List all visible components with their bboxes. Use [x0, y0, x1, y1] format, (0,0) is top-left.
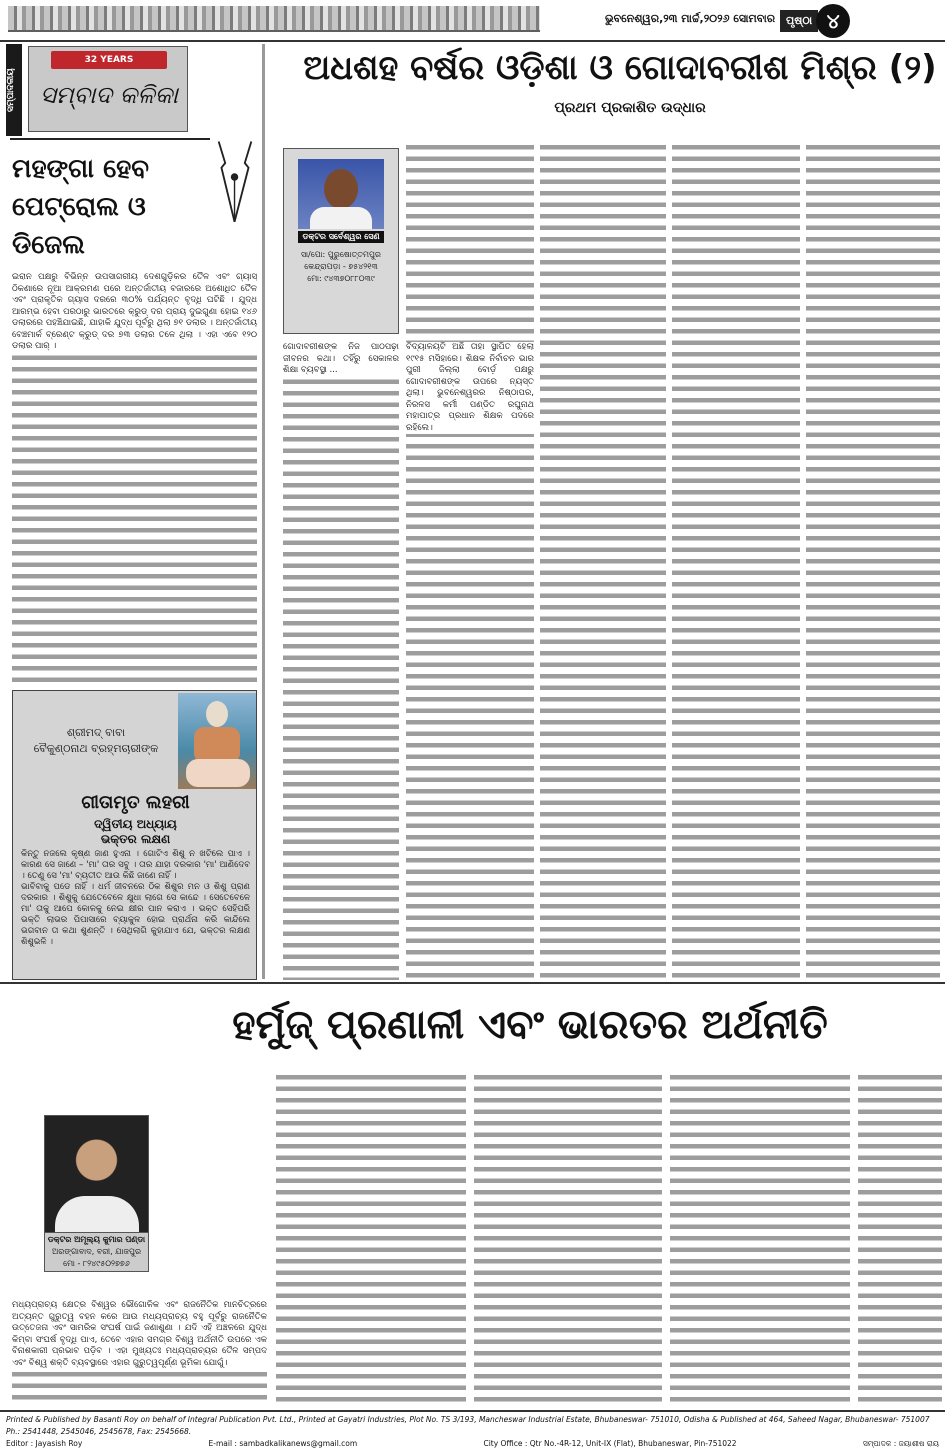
chapter-title: ଦ୍ୱିତୀୟ ଅଧ୍ୟାୟ [94, 817, 177, 831]
second-article-column-5 [858, 1072, 942, 1406]
gita-title: ଗୀତାମୃତ ଲହରୀ [81, 792, 190, 813]
author-address2: କେନ୍ଦ୍ରାପଡ଼ା - ୭୫୪୨୧୩ [304, 262, 378, 271]
author-phone: ମୋ: ୯୪୩୭୦୮୮୦୩୯ [307, 274, 375, 283]
author2-photo [44, 1115, 149, 1233]
page-indicator [780, 4, 850, 38]
main-headline: ଅଧଶହ ବର୍ଷର ଓଡ଼ିଶା ଓ ଗୋଦାବରୀଶ ମିଶ୍ର (୨) [303, 48, 937, 88]
author-line1: ଶ୍ରୀମଦ୍ ବାବା [66, 726, 126, 739]
author-address1: ସା/ପୋ: ପୁରୁଷୋତ୍ତମପୁର [300, 250, 381, 259]
gita-lead: କିନ୍ତୁ ନଜଲେ କୃଷ୍ଣ ଜାଣ ହୁଏନା । ଗୋଟିଏ ଶିଶୁ ନ ଖଟିଲେ ପାଏ । କାରଣ ସେ ଜାଣେ – 'ମା' ତାର ସବୁ । ତାର ଯାହା ଦରକାର 'ମା' ଆଣିଦେବ । ତେଣୁ ସେ 'ମା' ବ୍ୟତୀତ ଆଉ କିଛି ଜାଣେ ନାହିଁ । [21, 849, 250, 881]
saint-photo [178, 693, 256, 789]
second-article-column-4 [670, 1072, 850, 1406]
second-article-column-1 [12, 1300, 267, 1406]
decorative-flower-border [8, 6, 540, 32]
article-fragment: ବିଦ୍ୟାଳୟଟି ଅଛି ତାହା ସ୍ଥାପିତ ହେଲା ୧୯୧୫ ମସିହାରେ। ଶିକ୍ଷକ ନିର୍ବାଚନ ଭାର ପୁରୀ ଜିଲ୍ଲା ବୋର୍ଡ଼ ପକ୍ଷରୁ ଗୋଦାବରୀଶଙ୍କ ଉପରେ ନ୍ୟସ୍ତ ଥିଲା। ଭୁବନେଶ୍ୱରର ନିଷ୍ଠାପର, ନିରଳସ କର୍ମୀ ପଣ୍ଡିତ ରଘୁନାଥ ମହାପାତ୍ର ପ୍ରଧାନ ଶିକ୍ଷକ ପଦରେ ରହିଲେ। [406, 342, 534, 433]
article-column-4 [672, 142, 800, 980]
anniversary-ribbon: 32 YEARS [51, 51, 167, 69]
main-subheadline: ପ୍ରଥମ ପ୍ରକାଶିତ ଉଦ୍ଧାର [554, 100, 706, 116]
editor-credit: Editor : Jayasish Roy [6, 1439, 83, 1448]
page-number: ୪ [816, 4, 850, 38]
footer-imprint [0, 1410, 945, 1450]
section-rule [0, 982, 945, 984]
editorial-column [12, 150, 257, 684]
logo-name: ସମ୍ବାଦ କଳିକା [40, 81, 178, 109]
second-headline: ହର୍ମୁଜ୍ ପ୍ରଣାଳୀ ଏବଂ ଭାରତର ଅର୍ଥନୀତି [232, 1002, 828, 1048]
section-label: ସମ୍ପାଦକୀୟ [6, 44, 22, 136]
author-photo [298, 159, 384, 229]
author2-phone: ମୋ - ୮୨୪୯୫୦୨୭୭୬ [63, 1259, 130, 1268]
author-name: ଡକ୍ଟର ସର୍ବେଶ୍ୱର ସେଣ [298, 231, 384, 243]
editorial-headline: ମହଙ୍ଗା ହେବ ପେଟ୍ରୋଲ ଓ ଡିଜେଲ [12, 154, 149, 260]
header-rule [0, 40, 945, 42]
odia-editor-credit: ସମ୍ପାଦକ : ଜୟାଶୀଷ ରାୟ [862, 1439, 939, 1448]
page-label: ପୃଷ୍ଠା [780, 10, 818, 32]
article-column-2 [406, 142, 534, 980]
footer-email[interactable]: E-mail : sambadkalikanews@gmail.com [208, 1439, 358, 1448]
second-article-column-3 [474, 1072, 662, 1406]
author-line2: ବୈକୁଣ୍ଠନାଥ ବ୍ରହ୍ମଚାରୀଙ୍କ [33, 742, 159, 755]
column-divider [262, 44, 265, 979]
article-column-3 [540, 142, 666, 980]
editorial-lead: ଇରାନ ପକ୍ଷରୁ ବିଭିନ୍ନ ଉପସାଗରୀୟ ଦେଶଗୁଡ଼ିକର ତୈଳ ଏବଂ ଗ୍ୟାସ୍ ଠିକଣାରେ ନୂଆ ଆକ୍ରମଣ ପରେ ଅନ୍ତର୍ଜାତୀୟ ବଜାରରେ ଅଶୋଧିତ ତୈଳ ଏବଂ ପ୍ରାକୃତିକ ଗ୍ୟାସ ଦରରେ ୩୦% ପର୍ଯ୍ୟନ୍ତ ବୃଦ୍ଧି ଘଟିଛି । ଯୁଦ୍ଧ ଆରମ୍ଭ ହେବା ପରଠାରୁ ଭାରତରେ କ୍ରୁଡ୍ ଦର ପ୍ରାୟ ଦୁଇଗୁଣା ହୋଇ ୧୪୬ ଡଲାରରେ ପହଞ୍ଚିଯାଇଛି, ଯାହାକି ଯୁଦ୍ଧ ପୂର୍ବରୁ ଥିଲା ୭୧ ଡଲାର । ଅନ୍ତର୍ଜାତୀୟ ବେଞ୍ଚମାର୍କ ବ୍ରେଣ୍ଟ କ୍ରୁଡ୍ ଦର ୭୩ ଡଲାର ତଳେ ଥିଲା । ଏହା ଏବେ ୧୨୦ ଡଲାର ପାର୍ । [12, 272, 257, 351]
divider [10, 138, 210, 140]
imprint-line: Printed & Published by Basanti Roy on behalf of Integral Publication Pvt. Ltd., Printed at Gayatri Industries, Plot No. TS 3/193, Mancheswar Industrial Estate, Bhubaneswar- 751010, Odisha & Published at 464, Saheed Nagar, Bhubaneswar- 751007 Ph.: 2541448, 2545046, 2545678, Fax: 2545668. [6, 1415, 930, 1436]
article-lead: ଗୋଦାବରୀଶଙ୍କ ନିଜ ପାଠପଢ଼ା ଜୀବନର କଥା। ତହିଁରୁ ସେକାଳର ଶିକ୍ଷା ବ୍ୟବସ୍ଥା ... [283, 342, 399, 375]
author-box [283, 148, 399, 334]
city-office: City Office : Qtr No.-4R-12, Unit-IX (Flat), Bhubaneswar, Pin-751022 [483, 1439, 737, 1448]
second-article-column-2 [276, 1072, 466, 1406]
gita-box [12, 690, 257, 980]
article-column-5 [806, 142, 940, 980]
gita-body [21, 849, 250, 948]
gita-closing: ଭାବିବାକୁ ପଡେ ନାହିଁ । ଧର୍ମ ଜୀବନରେ ଠିକ ଶିଶୁର ମନ ଓ ଶିଶୁ ପ୍ରାଣ ଦରକାର । ଶିଶୁକୁ ଯେତେବେଳେ କ୍ଷୁଧା ଲାଗେ ସେ କାନ୍ଦେ । ସେତେବେଳେ ମା' ତାକୁ ଆପେ କୋଳକୁ ନେଇ କ୍ଷୀର ପାନ କରାଏ । ଭକ୍ତ ସେହିପରି ଭକ୍ତି ଲାଭର ପିପାସାରେ ବ୍ୟାକୁଳ ହୋଇ ପ୍ରାର୍ଥନା କରି କାନ୍ଦିଲେ ଭଗବାନ ତା କଥା ଶୁଣନ୍ତି । ସେଥିଲାଗି କୁହାଯାଏ ଯେ, ଭକ୍ତର ଲକ୍ଷଣ ଶିଶୁଭଳି । [21, 882, 250, 947]
newspaper-logo [28, 46, 188, 132]
editorial-body [12, 272, 257, 684]
second-article-lead: ମଧ୍ୟପ୍ରାଚ୍ୟ କ୍ଷେତ୍ର ବିଶ୍ୱର ଭୌଗୋଳିକ ଏବଂ ରାଜନୈତିକ ମାନଚିତ୍ରରେ ଅତ୍ୟନ୍ତ ଗୁରୁତ୍ୱ ବହନ କରେ ଆଉ ମଧ୍ୟପ୍ରାଚ୍ୟ ବହୁ ପୂର୍ବରୁ ରାଜନୈତିକ ଉତ୍ତେଜନା ଏବଂ ସାମରିକ ସଂଘର୍ଷ ପାଇଁ ଜଣାଶୁଣା । ଯଦି ଏହି ଅଞ୍ଚଳରେ ଯୁଦ୍ଧ କିମ୍ବା ସଂଘର୍ଷ ବୃଦ୍ଧି ପାଏ, ତେବେ ଏହାର ସମଗ୍ର ବିଶ୍ୱ ଅର୍ଥନୀତି ଉପରେ ଏକ ବିନାଶକାରୀ ପ୍ରଭାବ ପଡ଼ିବ । ଏହା ମୁଖ୍ୟତଃ ମଧ୍ୟପ୍ରାଚ୍ୟର ତୈଳ ସମ୍ପଦ ଏବଂ ବିଶ୍ୱ ଶକ୍ତି ବ୍ୟବସ୍ଥାରେ ଏହାର ଗୁରୁତ୍ୱପୂର୍ଣ୍ଣ ଭୂମିକା ଯୋଗୁଁ। [12, 1300, 267, 1368]
author2-address: ଅରଙ୍ଗାବାଦ, ବରୀ, ଯାଜପୁର [51, 1247, 142, 1256]
dateline: ଭୁବନେଶ୍ୱର,୨୩ ମାର୍ଚ୍ଚ,୨୦୨୬ ସୋମବାର [605, 12, 776, 25]
author2-name: ଡକ୍ଟର ଅମୂଲ୍ୟ କୁମାର ପଣ୍ଡା [47, 1235, 146, 1244]
chapter-subtitle: ଭକ୍ତର ଲକ୍ଷଣ [100, 832, 171, 846]
author2-box [44, 1232, 149, 1272]
article-column-1 [283, 342, 399, 980]
